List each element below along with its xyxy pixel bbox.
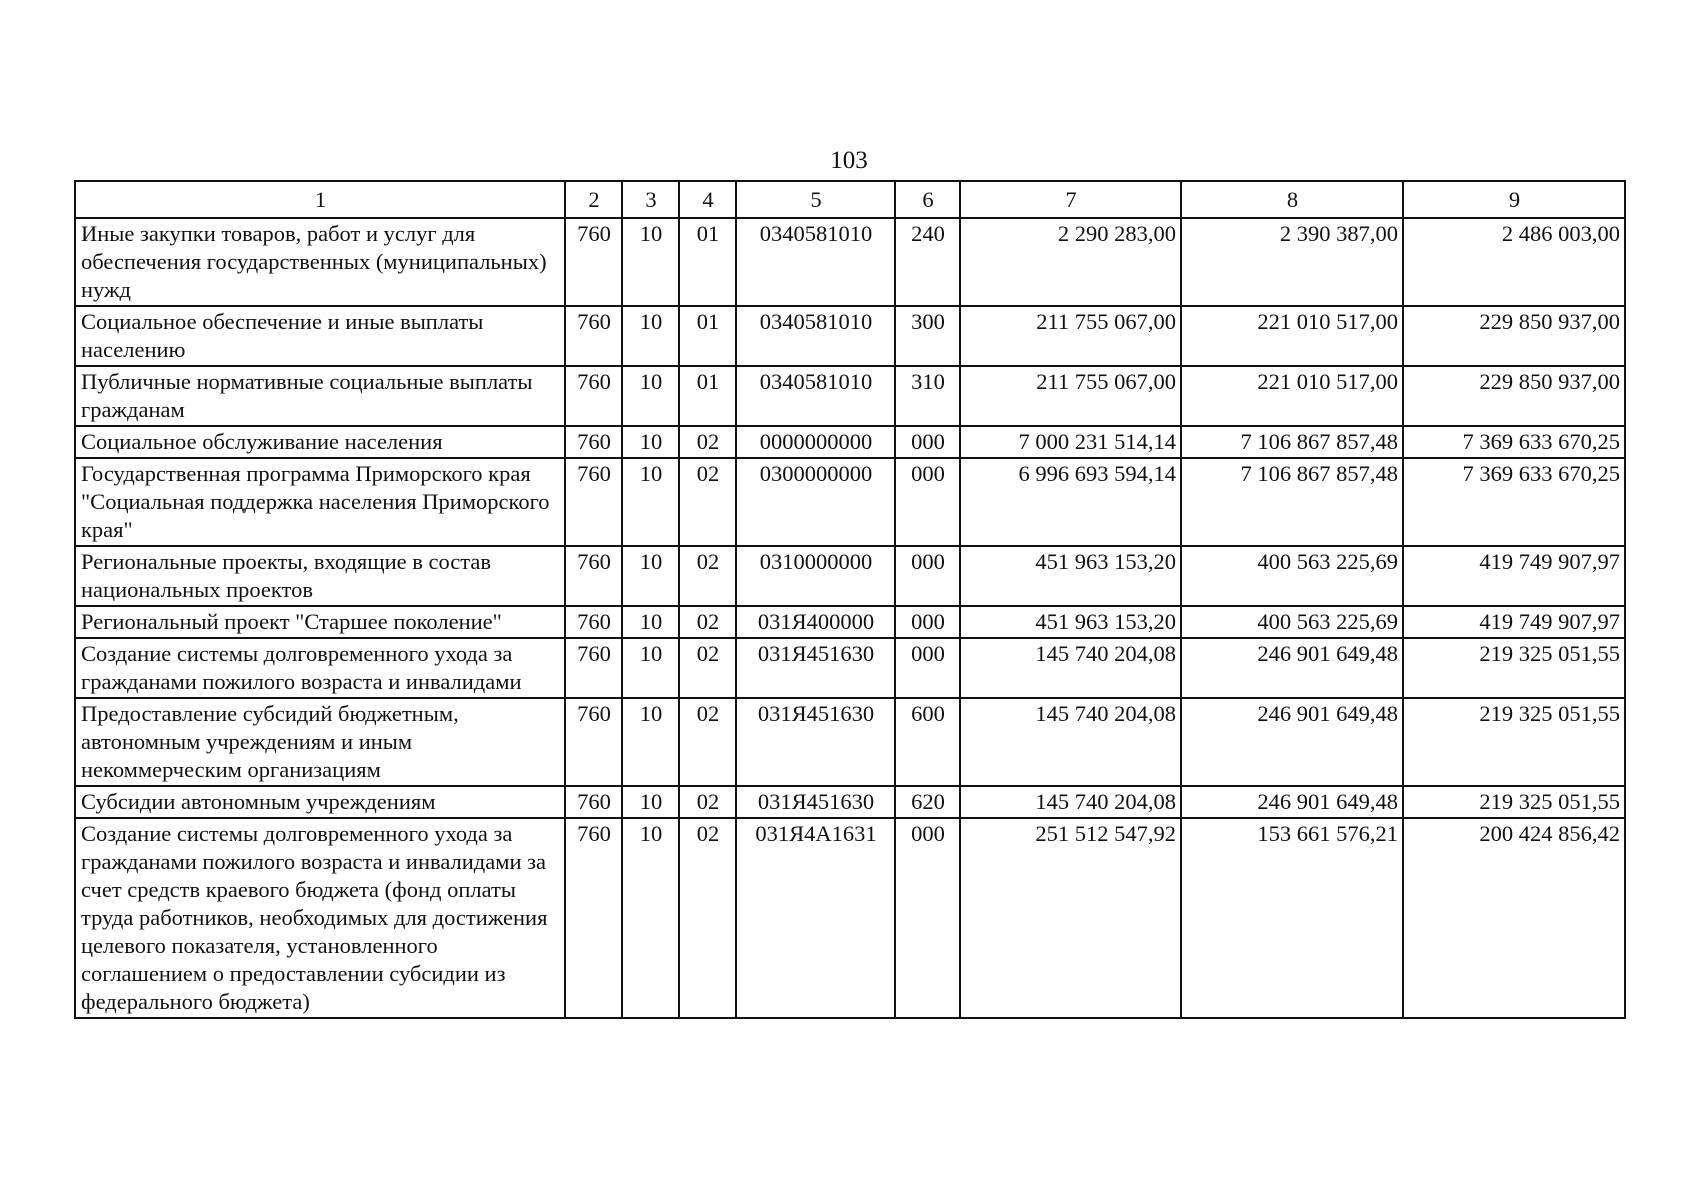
header-cell-6: 6 (895, 181, 960, 218)
col-5-code: 0300000000 (736, 458, 895, 546)
col-9-amount: 7 369 633 670,25 (1403, 458, 1625, 546)
col-3-code: 10 (622, 426, 679, 458)
col-7-amount: 251 512 547,92 (960, 818, 1181, 1018)
col-2-code: 760 (565, 818, 622, 1018)
col-8-amount: 400 563 225,69 (1181, 546, 1403, 606)
col-6-code: 240 (895, 218, 960, 306)
col-6-code: 620 (895, 786, 960, 818)
col-6-code: 000 (895, 426, 960, 458)
col-6-code: 000 (895, 458, 960, 546)
col-3-code: 10 (622, 218, 679, 306)
table-header (75, 181, 1625, 218)
col-2-code: 760 (565, 638, 622, 698)
col-4-code: 02 (679, 458, 736, 546)
col-9-amount: 2 486 003,00 (1403, 218, 1625, 306)
table-row (75, 606, 1625, 638)
col-7-amount: 7 000 231 514,14 (960, 426, 1181, 458)
col-5-code: 031Я451630 (736, 638, 895, 698)
row-name: Региональные проекты, входящие в состав национальных проектов (75, 546, 565, 606)
col-6-code: 000 (895, 546, 960, 606)
col-5-code: 0000000000 (736, 426, 895, 458)
col-8-amount: 7 106 867 857,48 (1181, 426, 1403, 458)
col-3-code: 10 (622, 698, 679, 786)
row-name: Создание системы долговременного ухода за гражданами пожилого возраста и инвалидами за счет средств краевого бюджета (фонд оплаты труда работников, необходимых для достижения целевого показателя, установленного соглашением о предоставлении субсидии из федерального бюджета) (75, 818, 565, 1018)
col-6-code: 000 (895, 818, 960, 1018)
col-5-code: 031Я4А1631 (736, 818, 895, 1018)
col-3-code: 10 (622, 546, 679, 606)
col-7-amount: 145 740 204,08 (960, 698, 1181, 786)
row-name: Публичные нормативные социальные выплаты гражданам (75, 366, 565, 426)
col-4-code: 02 (679, 786, 736, 818)
header-cell-5: 5 (736, 181, 895, 218)
col-4-code: 02 (679, 638, 736, 698)
col-9-amount: 219 325 051,55 (1403, 786, 1625, 818)
col-7-amount: 2 290 283,00 (960, 218, 1181, 306)
page-number: 103 (830, 147, 868, 174)
table-row (75, 366, 1625, 426)
col-8-amount: 7 106 867 857,48 (1181, 458, 1403, 546)
col-2-code: 760 (565, 426, 622, 458)
col-8-amount: 246 901 649,48 (1181, 698, 1403, 786)
col-6-code: 310 (895, 366, 960, 426)
col-3-code: 10 (622, 458, 679, 546)
header-cell-7: 7 (960, 181, 1181, 218)
col-8-amount: 221 010 517,00 (1181, 306, 1403, 366)
table-row (75, 306, 1625, 366)
col-7-amount: 6 996 693 594,14 (960, 458, 1181, 546)
col-9-amount: 229 850 937,00 (1403, 306, 1625, 366)
row-name: Государственная программа Приморского края "Социальная поддержка населения Приморского края" (75, 458, 565, 546)
col-2-code: 760 (565, 698, 622, 786)
table-row (75, 546, 1625, 606)
header-cell-3: 3 (622, 181, 679, 218)
table-row (75, 458, 1625, 546)
col-3-code: 10 (622, 818, 679, 1018)
col-6-code: 000 (895, 606, 960, 638)
col-7-amount: 211 755 067,00 (960, 366, 1181, 426)
col-8-amount: 246 901 649,48 (1181, 786, 1403, 818)
header-cell-4: 4 (679, 181, 736, 218)
col-7-amount: 145 740 204,08 (960, 638, 1181, 698)
col-5-code: 0340581010 (736, 218, 895, 306)
col-9-amount: 219 325 051,55 (1403, 638, 1625, 698)
header-cell-9: 9 (1403, 181, 1625, 218)
col-8-amount: 246 901 649,48 (1181, 638, 1403, 698)
budget-table (74, 180, 1626, 1019)
col-4-code: 01 (679, 306, 736, 366)
col-5-code: 031Я451630 (736, 786, 895, 818)
col-5-code: 031Я400000 (736, 606, 895, 638)
col-7-amount: 451 963 153,20 (960, 546, 1181, 606)
col-2-code: 760 (565, 458, 622, 546)
table-body (75, 218, 1625, 1018)
col-7-amount: 451 963 153,20 (960, 606, 1181, 638)
col-4-code: 01 (679, 366, 736, 426)
header-cell-2: 2 (565, 181, 622, 218)
table-row (75, 426, 1625, 458)
col-3-code: 10 (622, 786, 679, 818)
row-name: Социальное обеспечение и иные выплаты населению (75, 306, 565, 366)
col-8-amount: 221 010 517,00 (1181, 366, 1403, 426)
col-6-code: 300 (895, 306, 960, 366)
col-2-code: 760 (565, 786, 622, 818)
col-3-code: 10 (622, 366, 679, 426)
col-9-amount: 200 424 856,42 (1403, 818, 1625, 1018)
col-6-code: 600 (895, 698, 960, 786)
row-name: Субсидии автономным учреждениям (75, 786, 565, 818)
row-name: Региональный проект "Старшее поколение" (75, 606, 565, 638)
col-2-code: 760 (565, 546, 622, 606)
row-name: Иные закупки товаров, работ и услуг для обеспечения государственных (муниципальных) нужд (75, 218, 565, 306)
table-row (75, 818, 1625, 1018)
col-9-amount: 229 850 937,00 (1403, 366, 1625, 426)
col-9-amount: 7 369 633 670,25 (1403, 426, 1625, 458)
col-8-amount: 153 661 576,21 (1181, 818, 1403, 1018)
col-2-code: 760 (565, 306, 622, 366)
col-3-code: 10 (622, 606, 679, 638)
col-5-code: 0340581010 (736, 366, 895, 426)
col-2-code: 760 (565, 366, 622, 426)
col-4-code: 02 (679, 698, 736, 786)
table-row (75, 786, 1625, 818)
table-row (75, 698, 1625, 786)
header-row (75, 181, 1625, 218)
table-row (75, 638, 1625, 698)
header-cell-8: 8 (1181, 181, 1403, 218)
col-4-code: 01 (679, 218, 736, 306)
col-9-amount: 419 749 907,97 (1403, 546, 1625, 606)
col-9-amount: 219 325 051,55 (1403, 698, 1625, 786)
row-name: Предоставление субсидий бюджетным, автономным учреждениям и иным некоммерческим организациям (75, 698, 565, 786)
col-7-amount: 145 740 204,08 (960, 786, 1181, 818)
row-name: Социальное обслуживание населения (75, 426, 565, 458)
col-5-code: 0310000000 (736, 546, 895, 606)
row-name: Создание системы долговременного ухода за гражданами пожилого возраста и инвалидами (75, 638, 565, 698)
col-4-code: 02 (679, 818, 736, 1018)
col-2-code: 760 (565, 606, 622, 638)
col-8-amount: 2 390 387,00 (1181, 218, 1403, 306)
col-3-code: 10 (622, 638, 679, 698)
col-3-code: 10 (622, 306, 679, 366)
col-5-code: 031Я451630 (736, 698, 895, 786)
col-4-code: 02 (679, 546, 736, 606)
col-2-code: 760 (565, 218, 622, 306)
header-cell-1: 1 (75, 181, 565, 218)
col-7-amount: 211 755 067,00 (960, 306, 1181, 366)
col-4-code: 02 (679, 426, 736, 458)
table-row (75, 218, 1625, 306)
col-9-amount: 419 749 907,97 (1403, 606, 1625, 638)
col-4-code: 02 (679, 606, 736, 638)
col-8-amount: 400 563 225,69 (1181, 606, 1403, 638)
col-6-code: 000 (895, 638, 960, 698)
col-5-code: 0340581010 (736, 306, 895, 366)
